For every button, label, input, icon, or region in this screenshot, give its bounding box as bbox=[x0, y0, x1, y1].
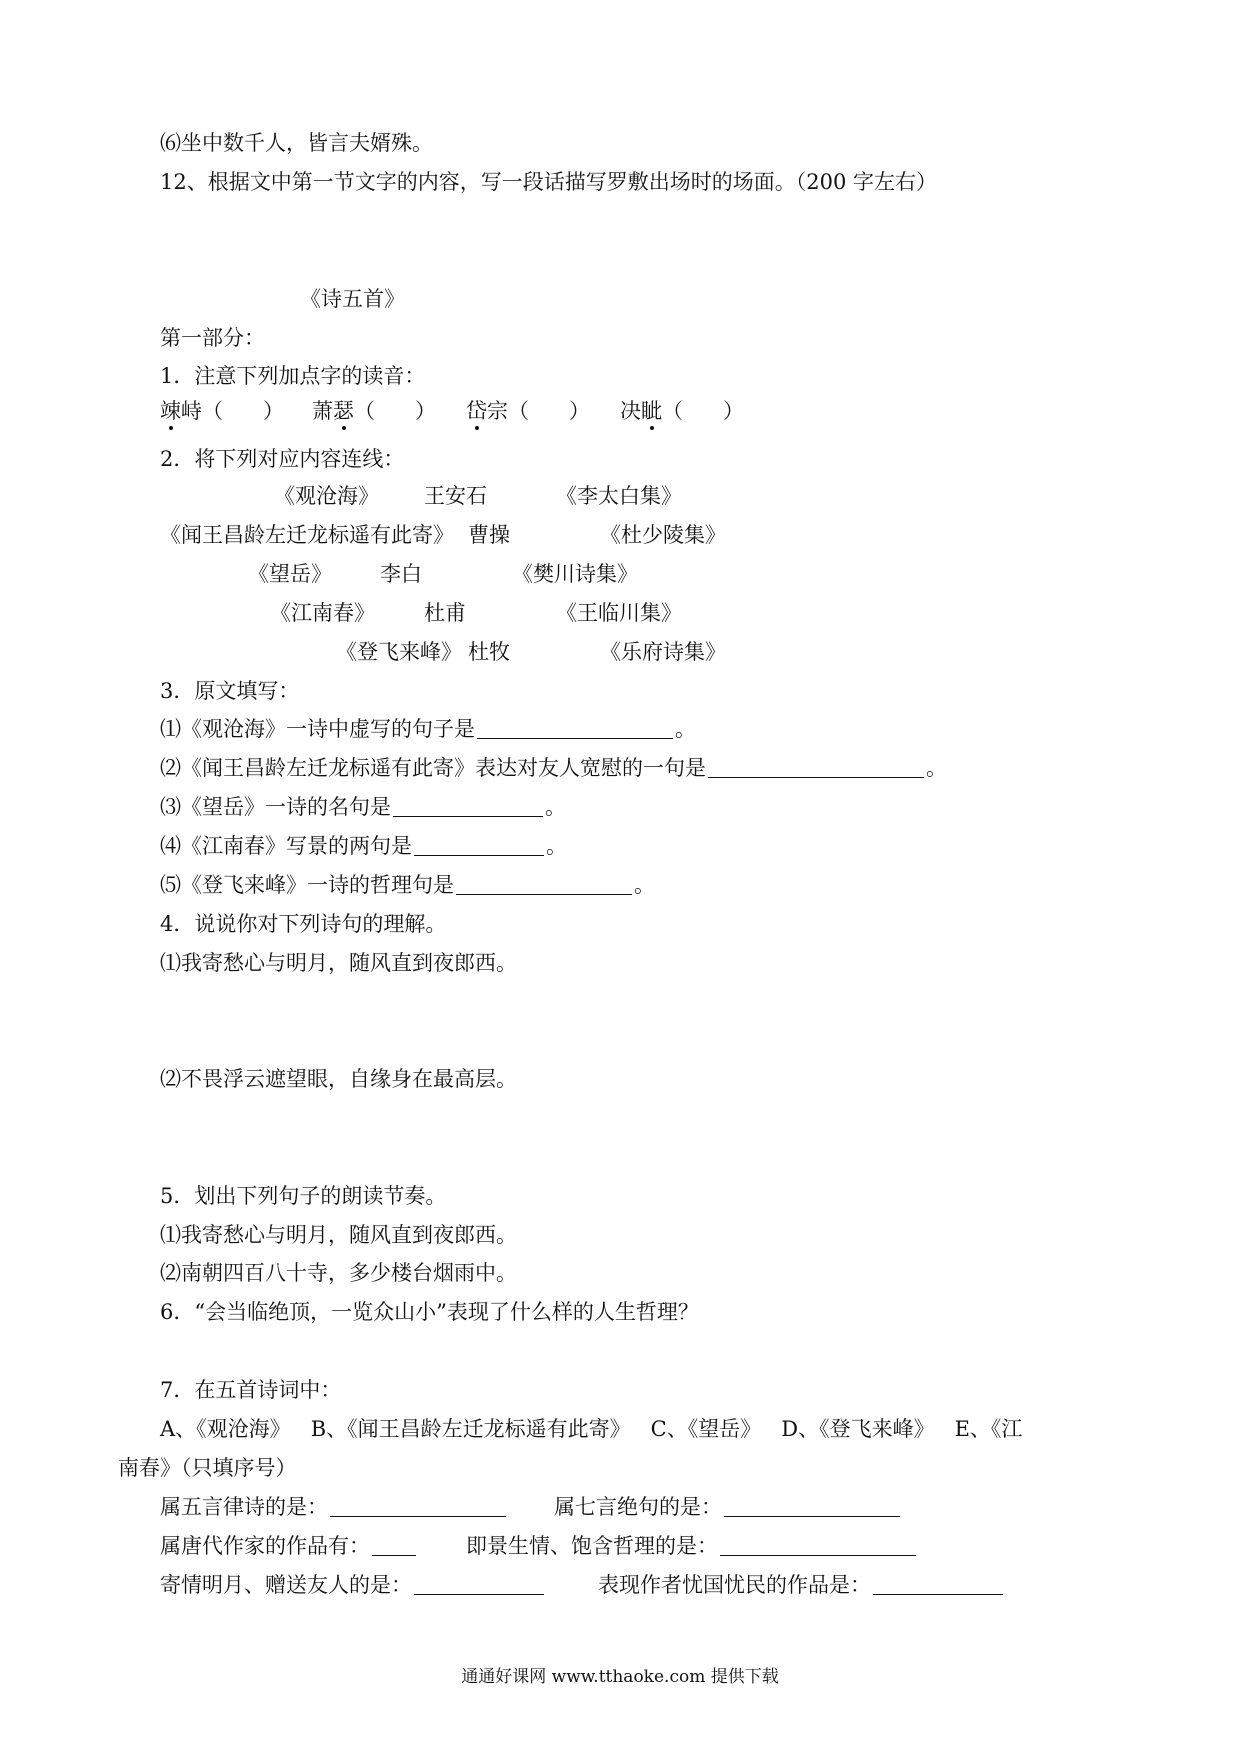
dotted-char: 瑟 bbox=[333, 399, 354, 423]
question-5: 5．划出下列句子的朗读节奏。 bbox=[160, 1184, 447, 1208]
match-author: 杜牧 bbox=[468, 640, 510, 664]
question-1: 1．注意下列加点字的读音： bbox=[160, 364, 426, 388]
match-author: 王安石 bbox=[424, 484, 487, 508]
answer-row: 属七言绝句的是： bbox=[554, 1494, 902, 1520]
answer-blank[interactable] bbox=[720, 1535, 916, 1556]
question-12: 12、根据文中第一节文字的内容，写一段话描写罗敷出场时的场面。（200 字左右） bbox=[160, 170, 937, 194]
match-book: 《樊川诗集》 bbox=[512, 562, 638, 586]
match-poem: 《登飞来峰》 bbox=[336, 640, 462, 664]
pronunciation-item: 决眦（ ） bbox=[620, 399, 745, 423]
dotted-char: 眦 bbox=[641, 399, 662, 423]
question-4: 4．说说你对下列诗句的理解。 bbox=[160, 912, 447, 936]
dotted-char: 竦 bbox=[160, 399, 181, 423]
match-poem: 《江南春》 bbox=[270, 601, 375, 625]
fill-item: ⑸《登飞来峰》一诗的哲理句是 。 bbox=[160, 873, 655, 897]
pronunciation-item: 萧瑟（ ） bbox=[312, 399, 437, 423]
match-author: 曹操 bbox=[468, 523, 510, 547]
answer-blank[interactable] bbox=[414, 1574, 544, 1595]
answer-blank[interactable] bbox=[456, 874, 632, 895]
answer-row: 即景生情、饱含哲理的是： bbox=[466, 1533, 918, 1559]
answer-row: 属五言律诗的是： bbox=[160, 1494, 508, 1520]
answer-row: 属唐代作家的作品有： bbox=[160, 1533, 418, 1559]
match-book: 《李太白集》 bbox=[556, 484, 682, 508]
fill-item: ⑴《观沧海》一诗中虚写的句子是 。 bbox=[160, 717, 696, 741]
fill-item: ⑶《望岳》一诗的名句是 。 bbox=[160, 795, 566, 819]
match-book: 《王临川集》 bbox=[556, 601, 682, 625]
question-6-subitem: ⑹坐中数千人，皆言夫婿殊。 bbox=[160, 131, 433, 155]
question-7: 7．在五首诗词中： bbox=[160, 1378, 342, 1402]
question-7-options-cont: 南春》（只填序号） bbox=[118, 1456, 297, 1480]
question-2: 2．将下列对应内容连线： bbox=[160, 447, 405, 471]
answer-blank[interactable] bbox=[873, 1574, 1003, 1595]
question-6: 6．“会当临绝顶，一览众山小”表现了什么样的人生哲理？ bbox=[160, 1300, 699, 1324]
question-7-options: A、《观沧海》 B、《闻王昌龄左迁龙标遥有此寄》 C、《望岳》 D、《登飞来峰》 E、《江 bbox=[160, 1417, 1023, 1441]
match-poem: 《望岳》 bbox=[248, 562, 332, 586]
answer-blank[interactable] bbox=[393, 796, 543, 817]
answer-row: 表现作者忧国忧民的作品是： bbox=[598, 1572, 1005, 1598]
page-footer: 通通好课网 www.tthaoke.com 提供下载 bbox=[461, 1667, 779, 1687]
answer-blank[interactable] bbox=[414, 835, 544, 856]
match-author: 杜甫 bbox=[424, 601, 466, 625]
answer-row: 寄情明月、赠送友人的是： bbox=[160, 1572, 546, 1598]
pronunciation-item: 竦峙（ ） bbox=[160, 399, 285, 423]
question-4-item-1: ⑴我寄愁心与明月，随风直到夜郎西。 bbox=[160, 951, 517, 975]
match-author: 李白 bbox=[380, 562, 422, 586]
fill-item: ⑷《江南春》写景的两句是 。 bbox=[160, 834, 567, 858]
question-5-item-1: ⑴我寄愁心与明月，随风直到夜郎西。 bbox=[160, 1223, 517, 1247]
match-poem: 《观沧海》 bbox=[274, 484, 379, 508]
part-one-heading: 第一部分： bbox=[160, 326, 265, 350]
answer-blank[interactable] bbox=[477, 718, 673, 739]
answer-blank[interactable] bbox=[724, 1496, 900, 1517]
match-book: 《乐府诗集》 bbox=[600, 640, 726, 664]
answer-blank[interactable] bbox=[708, 757, 924, 778]
answer-blank[interactable] bbox=[372, 1535, 416, 1556]
match-poem: 《闻王昌龄左迁龙标遥有此寄》 bbox=[160, 523, 454, 547]
question-5-item-2: ⑵南朝四百八十寺，多少楼台烟雨中。 bbox=[160, 1261, 517, 1285]
section-title: 《诗五首》 bbox=[300, 287, 405, 311]
match-book: 《杜少陵集》 bbox=[600, 523, 726, 547]
answer-blank[interactable] bbox=[330, 1496, 506, 1517]
pronunciation-item: 岱宗（ ） bbox=[466, 399, 591, 423]
question-3: 3．原文填写： bbox=[160, 679, 300, 703]
dotted-char: 岱 bbox=[466, 399, 487, 423]
fill-item: ⑵《闻王昌龄左迁龙标遥有此寄》表达对友人宽慰的一句是 。 bbox=[160, 756, 947, 780]
question-4-item-2: ⑵不畏浮云遮望眼，自缘身在最高层。 bbox=[160, 1067, 517, 1091]
